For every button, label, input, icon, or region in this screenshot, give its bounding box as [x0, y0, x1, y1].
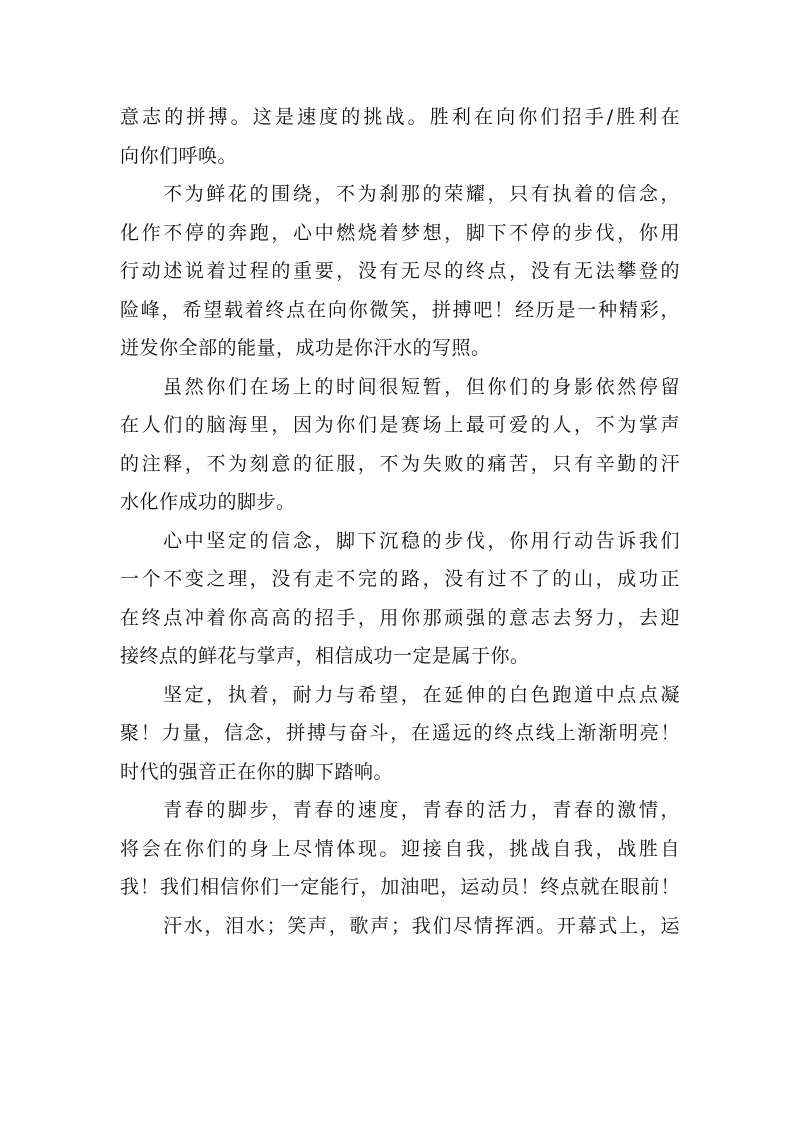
- text-line: 一个不变之理，没有走不完的路，没有过不了的山，成功正: [120, 568, 680, 590]
- paragraph-first-line: 虽然你们在场上的时间很短暂，但你们的身影依然停留: [163, 375, 680, 398]
- text-line: 在人们的脑海里，因为你们是赛场上最可爱的人，不为掌声: [120, 414, 680, 436]
- paragraph-first-line: 坚定，执着，耐力与希望，在延伸的白色跑道中点点凝: [163, 683, 680, 706]
- text-line: 聚！力量，信念，拼搏与奋斗，在遥远的终点线上渐渐明亮！: [120, 722, 680, 744]
- text-line: 接终点的鲜花与掌声，相信成功一定是属于你。: [120, 645, 530, 667]
- paragraph-first-line: 汗水，泪水；笑声，歌声；我们尽情挥洒。开幕式上，运: [163, 914, 680, 937]
- text-line: 向你们呼唤。: [120, 144, 238, 167]
- paragraph-first-line: 不为鲜花的围绕，不为刹那的荣耀，只有执着的信念，: [163, 183, 680, 205]
- text-line: 意志的拼搏。这是速度的挑战。胜利在向你们招手/胜利在: [120, 106, 680, 128]
- text-line: 险峰，希望载着终点在向你微笑，拼搏吧！经历是一种精彩，: [120, 298, 680, 321]
- text-line: 迸发你全部的能量，成功是你汗水的写照。: [120, 337, 491, 359]
- text-line: 在终点冲着你高高的招手，用你那顽强的意志去努力，去迎: [120, 606, 680, 629]
- paragraph-first-line: 青春的脚步，青春的速度，青春的活力，青春的激情，: [163, 799, 680, 821]
- text-line: 的注释，不为刻意的征服，不为失败的痛苦，只有辛勤的汗: [120, 452, 680, 475]
- text-line: 化作不停的奔跑，心中燃烧着梦想，脚下不停的步伐，你用: [120, 221, 680, 244]
- body-text: [120, 98, 680, 945]
- text-line: 行动述说着过程的重要，没有无尽的终点，没有无法攀登的: [120, 260, 680, 282]
- text-line: 时代的强音正在你的脚下踏响。: [120, 760, 394, 783]
- paragraph-first-line: 心中坚定的信念，脚下沉稳的步伐，你用行动告诉我们: [163, 529, 680, 552]
- text-line: 我！我们相信你们一定能行，加油吧，运动员！终点就在眼前！: [120, 876, 680, 898]
- text-line: 将会在你们的身上尽情体现。迎接自我，挑战自我，战胜自: [120, 837, 680, 860]
- text-line: 水化作成功的脚步。: [120, 491, 296, 513]
